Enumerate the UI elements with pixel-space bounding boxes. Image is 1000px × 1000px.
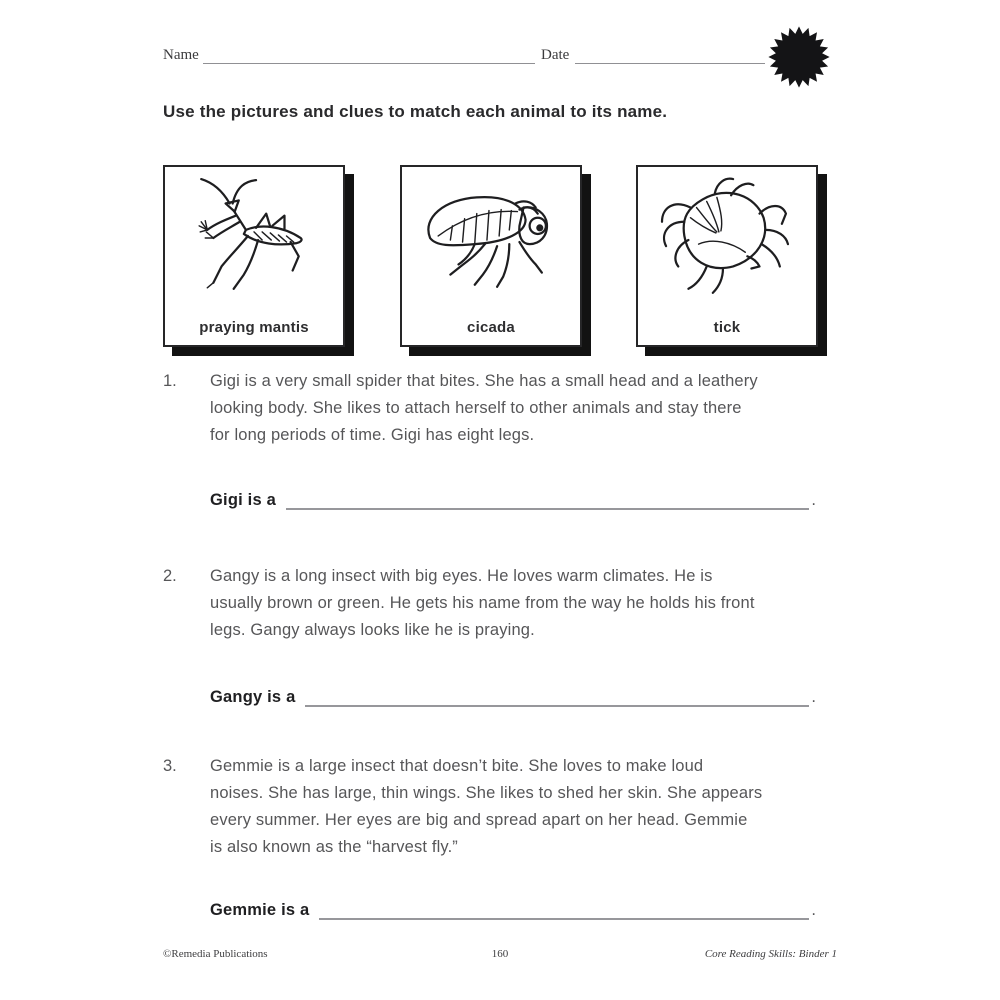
question-number: 2. bbox=[163, 567, 177, 585]
picture-card-cicada bbox=[400, 165, 582, 347]
question-text-line: Gangy is a long insect with big eyes. He loves warm climates. He is bbox=[210, 567, 713, 585]
question-text-line: noises. She has large, thin wings. She likes to shed her skin. She appears bbox=[210, 784, 763, 802]
question-text-line: Gemmie is a large insect that doesn’t bite. She loves to make loud bbox=[210, 757, 704, 775]
question-text-line: legs. Gangy always looks like he is praying. bbox=[210, 621, 535, 639]
picture-card-praying-mantis bbox=[163, 165, 345, 347]
date-field-line[interactable] bbox=[575, 46, 765, 64]
tick-illustration bbox=[649, 173, 803, 301]
name-label: Name bbox=[163, 47, 199, 63]
footer-publisher: ©Remedia Publications bbox=[163, 948, 268, 960]
question-number: 1. bbox=[163, 372, 177, 390]
answer-row-3 bbox=[210, 897, 816, 920]
answer-prefix: Gemmie is a bbox=[210, 901, 310, 919]
question-text-line: for long periods of time. Gigi has eight legs. bbox=[210, 426, 535, 444]
picture-card-tick bbox=[636, 165, 818, 347]
question-text-line: is also known as the “harvest fly.” bbox=[210, 838, 458, 856]
praying-mantis-illustration bbox=[176, 173, 330, 301]
answer-prefix: Gigi is a bbox=[210, 491, 276, 509]
picture-label: praying mantis bbox=[199, 319, 309, 336]
picture-label: cicada bbox=[467, 319, 515, 336]
picture-label: tick bbox=[713, 319, 741, 336]
answer-period: . bbox=[811, 901, 816, 919]
date-label: Date bbox=[541, 47, 570, 63]
question-text-line: every summer. Her eyes are big and spread apart on her head. Gemmie bbox=[210, 811, 748, 829]
starburst-icon bbox=[763, 21, 835, 93]
footer-page-number: 160 bbox=[491, 948, 509, 960]
question-text-line: Gigi is a very small spider that bites. She has a small head and a leathery bbox=[210, 372, 758, 390]
answer-blank[interactable] bbox=[319, 897, 809, 920]
question-text-line: looking body. She likes to attach herself to other animals and stay there bbox=[210, 399, 742, 417]
question-text-line: usually brown or green. He gets his name from the way he holds his front bbox=[210, 594, 755, 612]
answer-row-2 bbox=[210, 684, 816, 707]
answer-period: . bbox=[811, 688, 816, 706]
question-1 bbox=[163, 368, 818, 449]
question-number: 3. bbox=[163, 757, 177, 775]
footer-book-title: Core Reading Skills: Binder 1 bbox=[704, 948, 837, 960]
answer-blank[interactable] bbox=[305, 684, 809, 707]
cicada-illustration bbox=[413, 173, 567, 301]
answer-period: . bbox=[811, 491, 816, 509]
question-3 bbox=[163, 753, 818, 861]
instruction-text: Use the pictures and clues to match each animal to its name. bbox=[163, 102, 668, 121]
answer-prefix: Gangy is a bbox=[210, 688, 296, 706]
answer-row-1 bbox=[210, 487, 816, 510]
name-field-line[interactable] bbox=[203, 46, 535, 64]
question-2 bbox=[163, 563, 818, 644]
answer-blank[interactable] bbox=[286, 487, 809, 510]
